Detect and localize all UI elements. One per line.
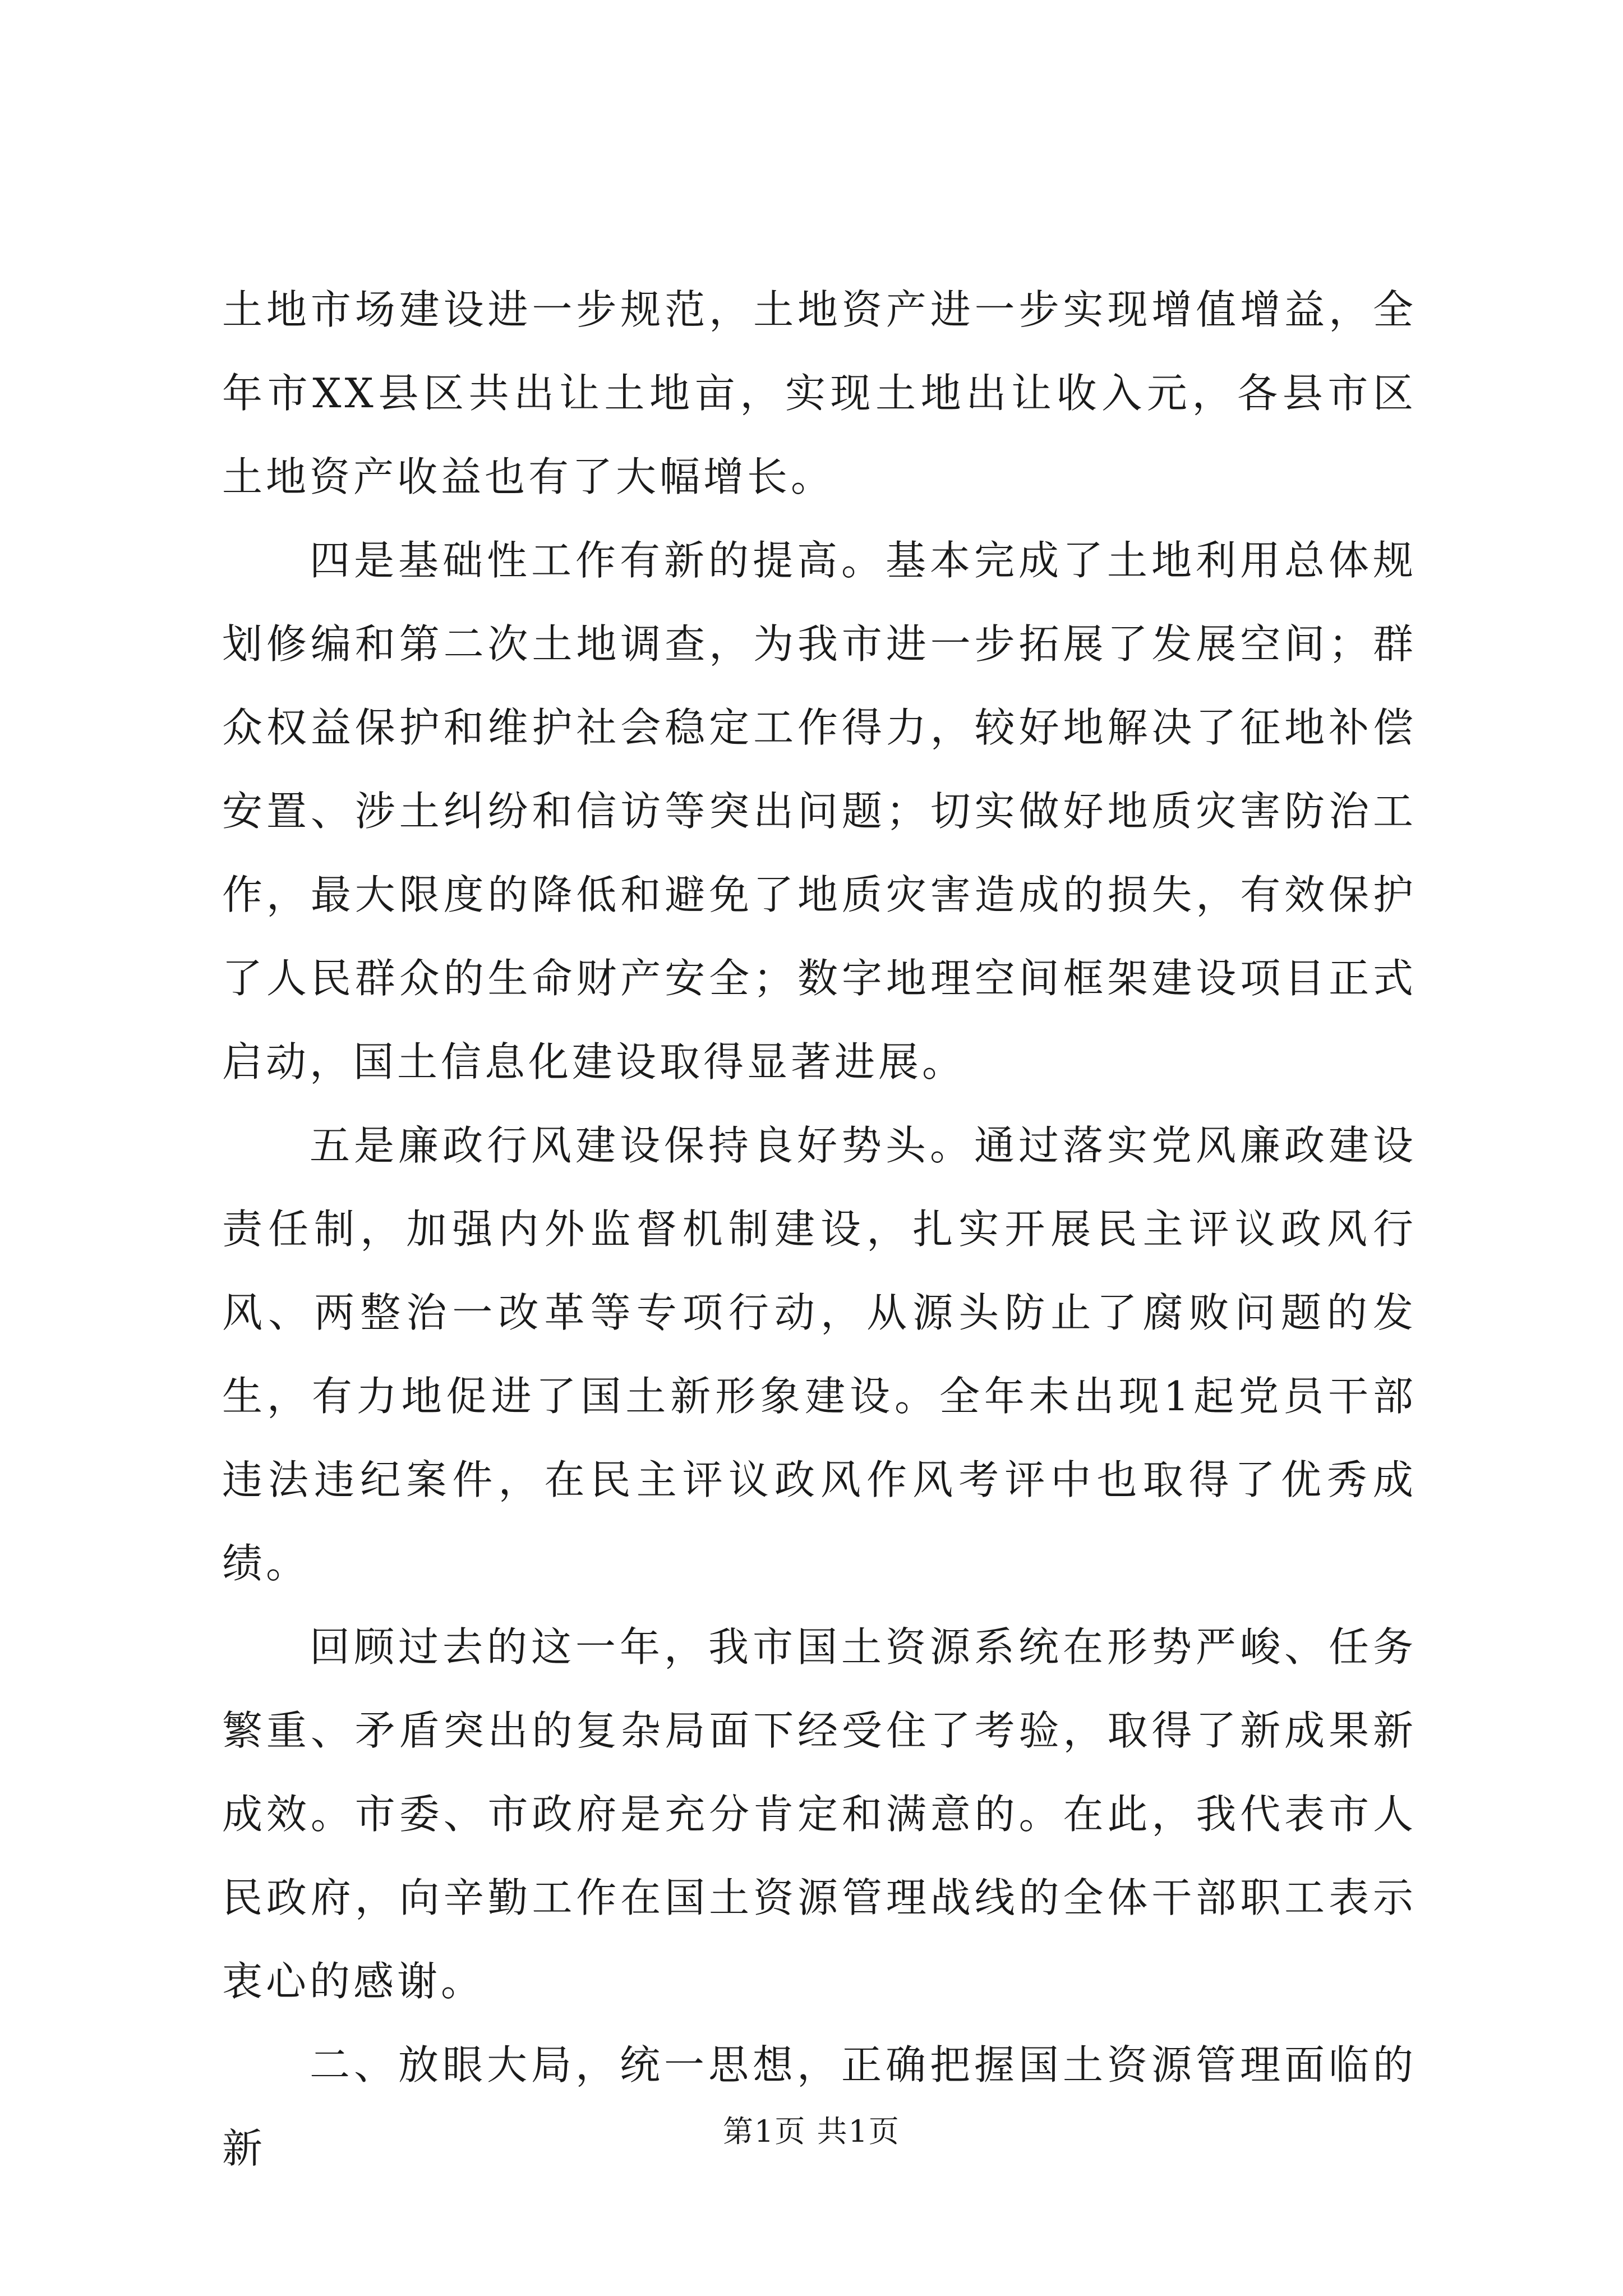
document-body bbox=[222, 268, 1417, 2191]
paragraph-integrity: 五是廉政行风建设保持良好势头。通过落实党风廉政建设责任制，加强内外监督机制建设，扎实开展民主评议政风行风、两整治一改革等专项行动，从源头防止了腐败问题的发生，有力地促进了国土新形象建设。全年未出现1起党员干部违法违纪案件，在民主评议政风作风考评中也取得了优秀成绩。 bbox=[222, 1122, 1417, 1587]
paragraph-section-two: 二、放眼大局，统一思想，正确把握国土资源管理面临的新 bbox=[222, 2041, 1417, 2172]
page-footer: 第1页 共1页 bbox=[723, 2114, 900, 2149]
paragraph-land-market: 土地市场建设进一步规范，土地资产进一步实现增值增益，全年市XX县区共出让土地亩，实现土地出让收入元，各县市区土地资产收益也有了大幅增长。 bbox=[222, 286, 1417, 500]
paragraph-basic-work: 四是基础性工作有新的提高。基本完成了土地利用总体规划修编和第二次土地调查，为我市进一步拓展了发展空间；群众权益保护和维护社会稳定工作得力，较好地解决了征地补偿安置、涉土纠纷和信访等突出问题；切实做好地质灾害防治工作，最大限度的降低和避免了地质灾害造成的损失，有效保护了人民群众的生命财产安全；数字地理空间框架建设项目正式启动，国土信息化建设取得显著进展。 bbox=[222, 537, 1417, 1085]
paragraph-review: 回顾过去的这一年，我市国土资源系统在形势严峻、任务繁重、矛盾突出的复杂局面下经受住了考验，取得了新成果新成效。市委、市政府是充分肯定和满意的。在此，我代表市人民政府，向辛勤工作在国土资源管理战线的全体干部职工表示衷心的感谢。 bbox=[222, 1623, 1417, 2005]
